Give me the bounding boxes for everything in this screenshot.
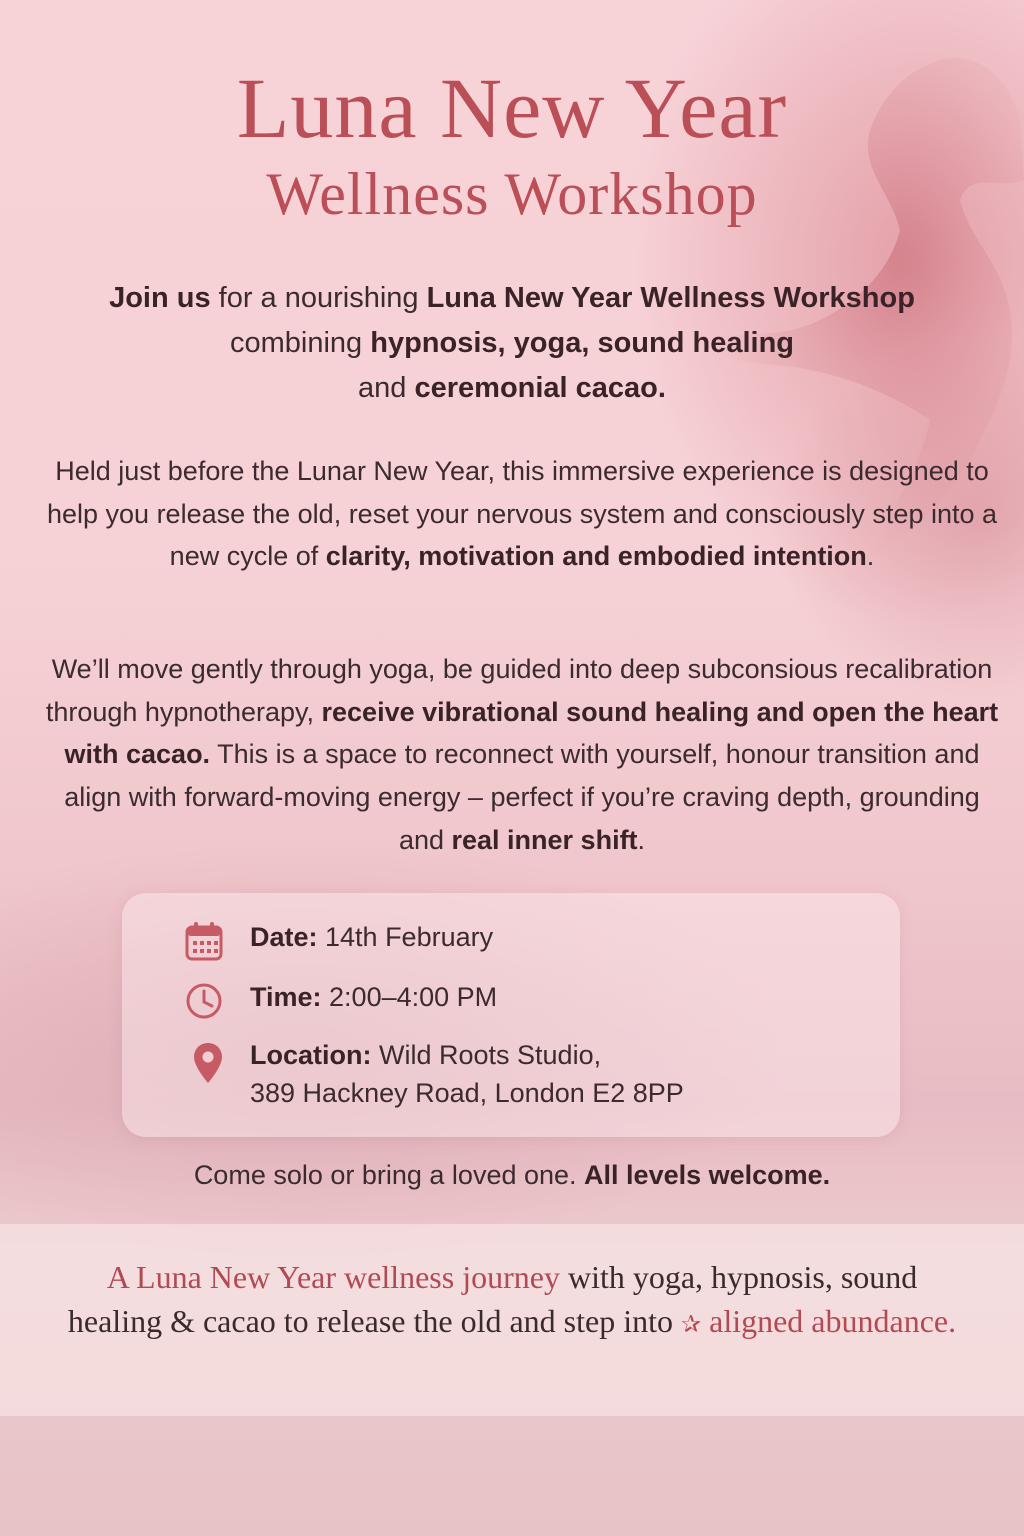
welcome-line bbox=[0, 1160, 1024, 1191]
intro-bold-cacao: ceremonial cacao. bbox=[414, 371, 666, 404]
sparkle-icon: ✰ bbox=[681, 1311, 702, 1338]
time-row bbox=[250, 979, 497, 1017]
details-bold-2: real inner shift bbox=[451, 824, 638, 855]
event-info-card bbox=[122, 893, 900, 1137]
welcome-text: Come solo or bring a loved one. bbox=[193, 1160, 585, 1190]
details-paragraph bbox=[40, 648, 1004, 861]
date-label: Date: bbox=[250, 922, 318, 952]
intro-bold-join: Join us bbox=[109, 282, 211, 314]
date-value: 14th February bbox=[317, 922, 494, 952]
intro-text-1: for a nourishing bbox=[210, 282, 427, 314]
tagline bbox=[60, 1256, 964, 1343]
intro-text-2: combining bbox=[229, 326, 371, 359]
location-row bbox=[250, 1037, 684, 1113]
location-line-1: Wild Roots Studio, bbox=[371, 1040, 602, 1070]
clock-icon bbox=[184, 979, 224, 1023]
title-line-2: Wellness Workshop bbox=[266, 161, 758, 227]
description-bold: clarity, motivation and embodied intention bbox=[325, 541, 867, 572]
description-text: Held just before the Lunar New Year, this immersive experience is designed to help you release the old, reset your nervous system and consciously step into a new cycle of bbox=[46, 456, 998, 572]
tagline-accent-1: A Luna New Year wellness journey bbox=[106, 1259, 560, 1295]
location-pin-icon bbox=[188, 1041, 228, 1085]
tagline-accent-2: aligned abundance. bbox=[701, 1302, 957, 1339]
details-text-1: We’ll move gently through yoga, be guided into deep subconsious recalibration through hypnotherapy, bbox=[45, 654, 993, 727]
location-line-2: 389 Hackney Road, London E2 8PP bbox=[250, 1077, 684, 1108]
calendar-icon bbox=[184, 919, 224, 963]
tagline-text-1: with yoga, hypnosis, sound healing & cacao bbox=[67, 1259, 918, 1339]
tagline-text-2: to release the old and step into bbox=[275, 1302, 681, 1339]
intro-paragraph bbox=[80, 276, 944, 411]
welcome-bold: All levels welcome. bbox=[584, 1160, 831, 1190]
details-end: . bbox=[637, 824, 646, 855]
description-paragraph bbox=[40, 450, 1004, 578]
details-bold-1: receive vibrational sound healing and open the heart with cacao. bbox=[64, 696, 999, 770]
details-text-2: This is a space to reconnect with yourself, honour transition and align with forward-moving energy – perfect if you’re craving depth, grounding and bbox=[64, 739, 980, 855]
intro-bold-workshop: Luna New Year Wellness Workshop bbox=[426, 282, 915, 314]
description-end: . bbox=[866, 541, 875, 572]
intro-text-3: and bbox=[358, 371, 415, 404]
time-value: 2:00–4:00 PM bbox=[321, 982, 498, 1012]
location-label: Location: bbox=[250, 1040, 372, 1070]
time-label: Time: bbox=[250, 982, 322, 1012]
date-row bbox=[250, 919, 493, 957]
intro-bold-practices: hypnosis, yoga, sound healing bbox=[370, 326, 795, 359]
title-line-1: Luna New Year bbox=[236, 60, 788, 156]
